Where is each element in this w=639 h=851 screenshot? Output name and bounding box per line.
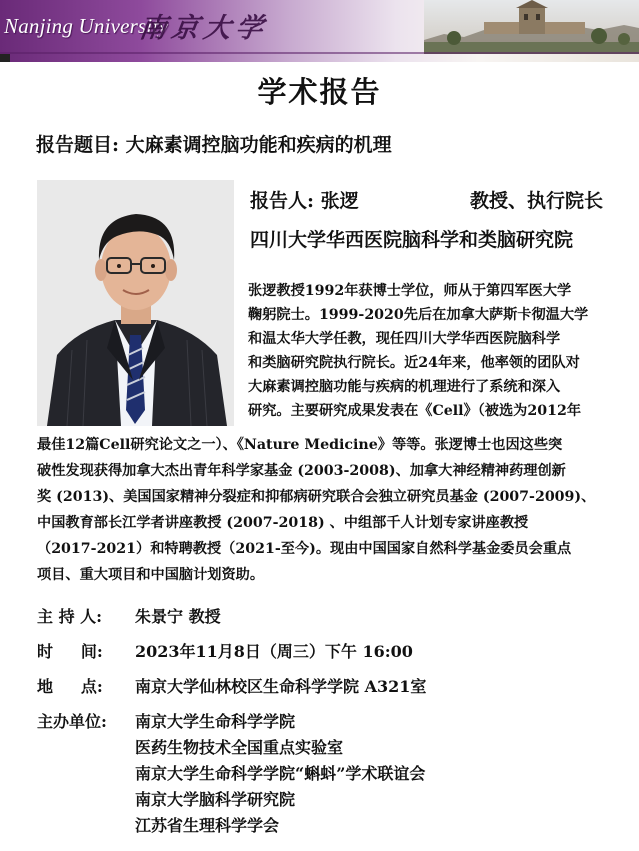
bio-line: 张逻教授1992年获博士学位，师从于第四军医大学 bbox=[248, 283, 572, 299]
organizer-item: 南京大学生命科学学院“蝌蚪”学术联谊会 bbox=[135, 764, 426, 783]
bio-line: 奖 (2013)、美国国家精神分裂症和抑郁病研究联合会独立研究员基金 (2007-2009)、 bbox=[37, 489, 596, 505]
university-name-en: Nanjing University bbox=[4, 14, 169, 38]
banner-divider bbox=[0, 52, 639, 54]
bio-line: 研究。主要研究成果发表在《Cell》（被选为2012年 bbox=[248, 403, 582, 419]
organizer-label: 主办单位: bbox=[37, 712, 107, 731]
speaker-portrait bbox=[37, 180, 234, 426]
time-label: 时 间: bbox=[37, 642, 103, 661]
bio-line: 最佳12篇Cell研究论文之一）、《Nature Medicine》等等。张逻博士也因这些突 bbox=[37, 437, 563, 453]
bio-line: 和温太华大学任教，现任四川大学华西医院脑科学 bbox=[248, 331, 561, 347]
header-banner bbox=[0, 0, 639, 62]
time-value: 2023年11月8日（周三）下午 16:00 bbox=[135, 642, 413, 661]
speaker-institution: 四川大学华西医院脑科学和类脑研究院 bbox=[250, 229, 574, 251]
host-value: 朱景宁 教授 bbox=[135, 607, 221, 626]
report-topic: 报告题目: 大麻素调控脑功能和疾病的机理 bbox=[36, 134, 392, 156]
campus-photo bbox=[424, 0, 639, 54]
organizer-item: 南京大学生命科学学院 bbox=[135, 712, 296, 731]
place-value: 南京大学仙林校区生命科学学院 A321室 bbox=[135, 677, 427, 696]
bio-line: （2017-2021）和特聘教授（2021-至今)。现由中国国家自然科学基金委员会重点 bbox=[37, 541, 572, 557]
bio-line: 破性发现获得加拿大杰出青年科学家基金 (2003-2008)、加拿大神经精神药理创新 bbox=[37, 463, 566, 479]
bio-line: 中国教育部长江学者讲座教授 (2007-2018) 、中组部千人计划专家讲座教授 bbox=[37, 515, 529, 531]
speaker-title: 教授、执行院长 bbox=[470, 190, 604, 212]
page-title: 学术报告 bbox=[257, 75, 382, 109]
organizer-item: 南京大学脑科学研究院 bbox=[135, 790, 296, 809]
bio-line: 项目、重大项目和中国脑计划资助。 bbox=[37, 567, 265, 583]
university-name-cn-calligraphy: 南京大学 bbox=[137, 13, 270, 44]
organizer-item: 江苏省生理科学学会 bbox=[135, 816, 280, 835]
bio-line: 大麻素调控脑功能与疾病的机理进行了系统和深入 bbox=[248, 379, 561, 395]
bio-line: 和类脑研究院执行院长。近24年来，他率领的团队对 bbox=[248, 355, 580, 371]
organizer-item: 医药生物技术全国重点实验室 bbox=[135, 738, 344, 757]
corner-mark bbox=[0, 54, 10, 62]
bio-line: 鞠躬院士。1999-2020先后在加拿大萨斯卡彻温大学 bbox=[248, 307, 589, 323]
place-label: 地 点: bbox=[37, 677, 103, 696]
speaker-name: 报告人: 张逻 bbox=[250, 190, 359, 212]
host-label: 主 持 人: bbox=[37, 607, 103, 626]
